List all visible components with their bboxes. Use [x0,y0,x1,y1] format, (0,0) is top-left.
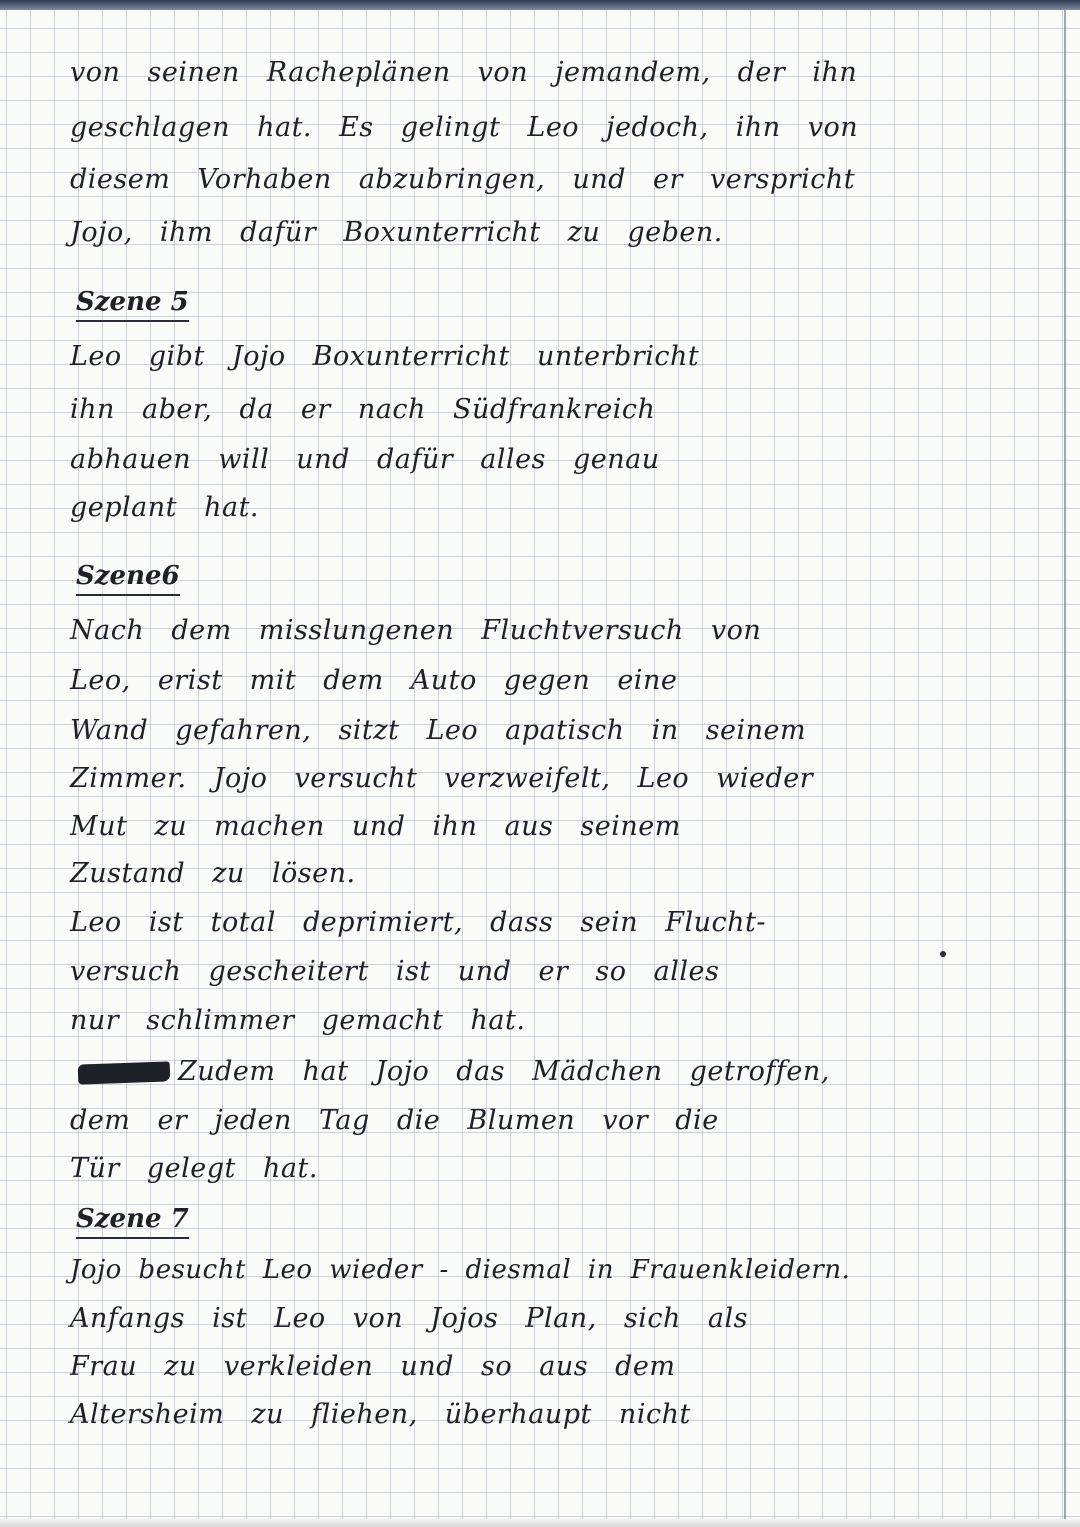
scene-6-line: Mut zu machen und ihn aus seinem [70,811,681,842]
scene-5-heading: Szene 5 [76,286,189,322]
scene-5-line: ihn aber, da er nach Südfrankreich [70,394,656,425]
scene-7-line: Anfangs ist Leo von Jojos Plan, sich als [70,1303,749,1334]
page-bottom-edge [0,1519,1080,1527]
scene-6-line: versuch gescheitert ist und er so alles [70,956,720,987]
scene-5-line: geplant hat. [70,492,260,523]
scene-6-heading: Szene6 [76,560,180,596]
scene-6-line: Zustand zu lösen. [70,858,356,889]
scene-6-line: Leo, erist mit dem Auto gegen eine [70,665,678,696]
scene-7-heading: Szene 7 [76,1203,189,1239]
scene-6-line: Tür gelegt hat. [70,1153,318,1184]
scene-7-line: Altersheim zu fliehen, überhaupt nicht [70,1399,691,1430]
scene-6-line: Wand gefahren, sitzt Leo apatisch in seinem [70,715,807,746]
intro-line: diesem Vorhaben abzubringen, und er verspricht [70,164,856,195]
scene-6-line: Zudem hat Jojo das Mädchen getroffen, [178,1056,830,1087]
intro-line: geschlagen hat. Es gelingt Leo jedoch, ihn von [70,112,859,143]
scene-6-line: Zimmer. Jojo versucht verzweifelt, Leo wieder [70,763,814,794]
scene-7-line: Jojo besucht Leo wieder - diesmal in Frauenkleidern. [70,1255,851,1285]
page-top-edge [0,0,1080,10]
scene-6-line: Leo ist total deprimiert, dass sein Flucht- [70,907,767,938]
scene-5-line: abhauen will und dafür alles genau [70,444,660,475]
scene-5-line: Leo gibt Jojo Boxunterricht unterbricht [70,341,700,372]
intro-line: Jojo, ihm dafür Boxunterricht zu geben. [70,217,723,248]
intro-line: von seinen Racheplänen von jemandem, der ihn [70,57,858,88]
scene-6-line: dem er jeden Tag die Blumen vor die [70,1105,719,1136]
page-margin-rule [1064,10,1066,1519]
scene-7-line: Frau zu verkleiden und so aus dem [70,1351,676,1382]
crossed-out-word [78,1061,171,1084]
scene-6-line: nur schlimmer gemacht hat. [70,1005,526,1036]
scene-6-line: Nach dem misslungenen Fluchtversuch von [70,615,762,646]
